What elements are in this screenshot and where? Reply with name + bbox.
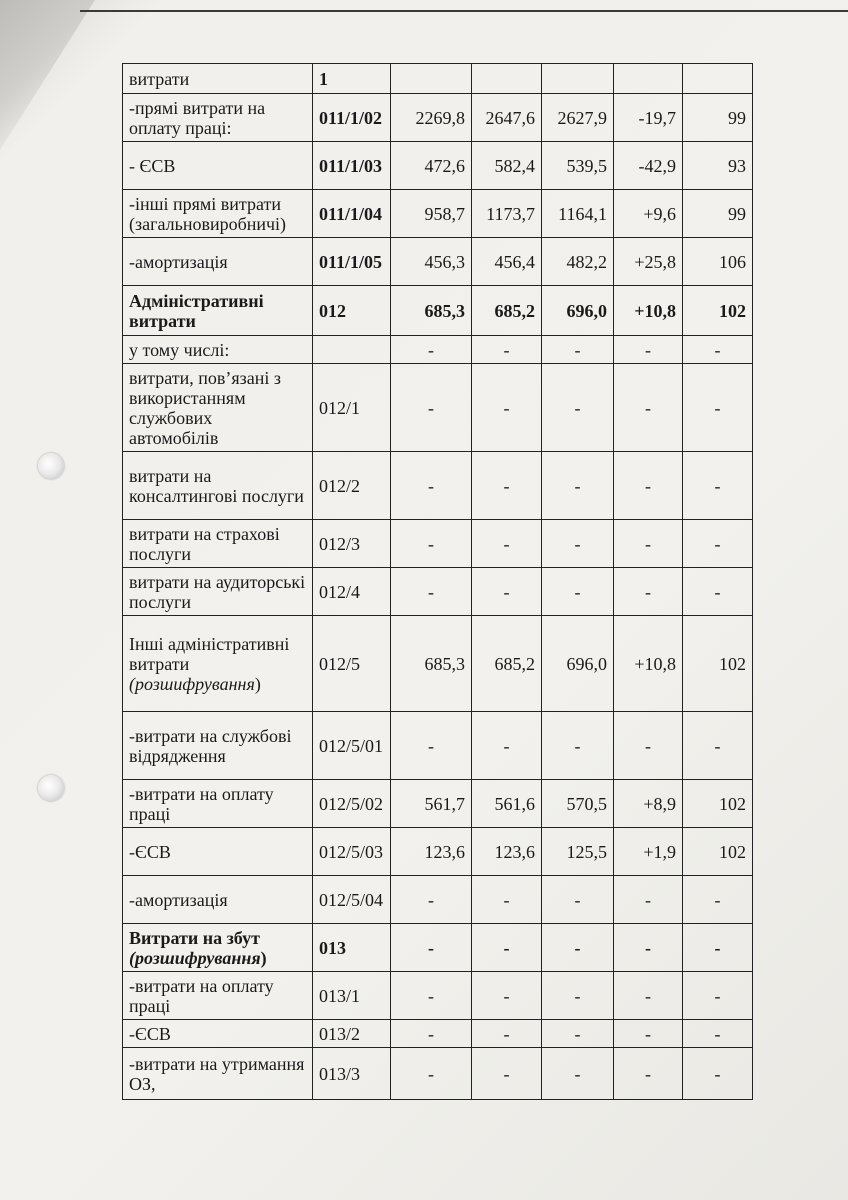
- table-row: [123, 1048, 753, 1100]
- table-row: [123, 364, 753, 452]
- row-code: 012/5/02: [313, 780, 391, 828]
- value-cell: -: [391, 1020, 472, 1048]
- value-cell: +10,8: [614, 616, 683, 712]
- value-cell: -: [391, 336, 472, 364]
- value-cell: 2647,6: [472, 94, 542, 142]
- value-cell: -: [472, 364, 542, 452]
- row-name: витрати: [129, 68, 190, 89]
- row-name-cell: [123, 780, 313, 828]
- value-cell: 958,7: [391, 190, 472, 238]
- row-name-cell: [123, 94, 313, 142]
- row-name: -прямі витрати на оплату праці:: [129, 97, 266, 138]
- value-cell: 696,0: [542, 616, 614, 712]
- value-cell: 102: [683, 286, 753, 336]
- value-cell: -: [542, 568, 614, 616]
- table-row: [123, 94, 753, 142]
- table-row: [123, 828, 753, 876]
- row-name-cell: [123, 64, 313, 94]
- value-cell: -: [472, 520, 542, 568]
- value-cell: -: [614, 336, 683, 364]
- value-cell: [542, 64, 614, 94]
- row-code: 013/3: [313, 1048, 391, 1100]
- value-cell: -: [542, 452, 614, 520]
- row-name: Адміністративні витрати: [129, 290, 264, 331]
- value-cell: -: [542, 876, 614, 924]
- value-cell: -42,9: [614, 142, 683, 190]
- row-name-cell: [123, 1020, 313, 1048]
- row-code: 012/4: [313, 568, 391, 616]
- value-cell: -: [683, 1048, 753, 1100]
- value-cell: 123,6: [472, 828, 542, 876]
- value-cell: -: [472, 972, 542, 1020]
- value-cell: -: [472, 568, 542, 616]
- value-cell: -: [542, 1048, 614, 1100]
- value-cell: [614, 64, 683, 94]
- row-name: -інші прямі витрати (загальновиробничі): [129, 193, 287, 234]
- row-code: 012/5/03: [313, 828, 391, 876]
- table-row: [123, 238, 753, 286]
- row-name-cell: [123, 828, 313, 876]
- row-code: 1: [313, 64, 391, 94]
- value-cell: -: [391, 972, 472, 1020]
- value-cell: -: [542, 1020, 614, 1048]
- value-cell: 561,6: [472, 780, 542, 828]
- value-cell: -: [542, 972, 614, 1020]
- row-name-cell: [123, 286, 313, 336]
- value-cell: -: [683, 712, 753, 780]
- value-cell: 102: [683, 780, 753, 828]
- value-cell: 125,5: [542, 828, 614, 876]
- value-cell: -: [542, 364, 614, 452]
- row-name-cell: [123, 452, 313, 520]
- value-cell: -: [472, 452, 542, 520]
- row-name: витрати на консалтингові послуги: [129, 465, 304, 506]
- value-cell: -: [614, 712, 683, 780]
- value-cell: 482,2: [542, 238, 614, 286]
- value-cell: -: [391, 1048, 472, 1100]
- value-cell: 2627,9: [542, 94, 614, 142]
- value-cell: -: [542, 712, 614, 780]
- row-code: 013: [313, 924, 391, 972]
- value-cell: -: [542, 924, 614, 972]
- value-cell: -: [683, 924, 753, 972]
- row-code: 011/1/05: [313, 238, 391, 286]
- value-cell: -: [472, 336, 542, 364]
- expenses-table-body: [123, 64, 753, 1100]
- value-cell: -: [614, 924, 683, 972]
- row-name-cell: [123, 712, 313, 780]
- table-row: [123, 924, 753, 972]
- row-name-tail: ): [260, 947, 267, 968]
- value-cell: +25,8: [614, 238, 683, 286]
- value-cell: -: [472, 924, 542, 972]
- row-name: - ЄСВ: [129, 155, 176, 176]
- row-name-cell: [123, 1048, 313, 1100]
- row-code: 012/1: [313, 364, 391, 452]
- row-code: 011/1/03: [313, 142, 391, 190]
- value-cell: 1173,7: [472, 190, 542, 238]
- value-cell: +10,8: [614, 286, 683, 336]
- value-cell: -: [614, 568, 683, 616]
- table-row: [123, 142, 753, 190]
- value-cell: 102: [683, 616, 753, 712]
- row-name-tail: ): [254, 673, 261, 694]
- value-cell: -: [614, 1020, 683, 1048]
- value-cell: -: [683, 1020, 753, 1048]
- value-cell: +1,9: [614, 828, 683, 876]
- row-name: -витрати на утримання ОЗ,: [129, 1053, 305, 1094]
- row-name-cell: [123, 876, 313, 924]
- value-cell: 472,6: [391, 142, 472, 190]
- value-cell: -: [683, 336, 753, 364]
- table-row: [123, 568, 753, 616]
- row-name: витрати на аудиторські послуги: [129, 571, 306, 612]
- value-cell: 696,0: [542, 286, 614, 336]
- value-cell: -: [472, 1048, 542, 1100]
- table-row: [123, 336, 753, 364]
- value-cell: 685,3: [391, 616, 472, 712]
- row-name-cell: [123, 336, 313, 364]
- value-cell: 456,4: [472, 238, 542, 286]
- table-row: [123, 1020, 753, 1048]
- value-cell: 539,5: [542, 142, 614, 190]
- value-cell: [391, 64, 472, 94]
- row-name: -витрати на службові відрядження: [129, 725, 292, 766]
- row-name: -ЄСВ: [129, 1023, 171, 1044]
- value-cell: -: [391, 452, 472, 520]
- value-cell: 102: [683, 828, 753, 876]
- table-row: [123, 452, 753, 520]
- table-row: [123, 616, 753, 712]
- value-cell: 1164,1: [542, 190, 614, 238]
- row-name: -витрати на оплату праці: [129, 783, 274, 824]
- value-cell: 685,2: [472, 616, 542, 712]
- value-cell: -: [542, 520, 614, 568]
- value-cell: -: [683, 364, 753, 452]
- value-cell: [683, 64, 753, 94]
- row-name-italic: (розшифрування: [129, 947, 261, 968]
- row-name-cell: [123, 924, 313, 972]
- value-cell: [472, 64, 542, 94]
- table-row: [123, 286, 753, 336]
- row-name: Інші адміністративні витрати: [129, 633, 290, 674]
- row-name-cell: [123, 142, 313, 190]
- value-cell: 685,2: [472, 286, 542, 336]
- value-cell: 582,4: [472, 142, 542, 190]
- table-row: [123, 972, 753, 1020]
- value-cell: 93: [683, 142, 753, 190]
- value-cell: -: [683, 452, 753, 520]
- value-cell: 123,6: [391, 828, 472, 876]
- row-code: 012/5/01: [313, 712, 391, 780]
- row-name-cell: [123, 568, 313, 616]
- value-cell: 456,3: [391, 238, 472, 286]
- row-code: 012/5/04: [313, 876, 391, 924]
- row-name: -амортизація: [129, 889, 228, 910]
- row-code: 011/1/04: [313, 190, 391, 238]
- row-name-cell: [123, 190, 313, 238]
- row-name-cell: [123, 520, 313, 568]
- value-cell: -: [683, 568, 753, 616]
- row-code: 012/5: [313, 616, 391, 712]
- value-cell: -: [614, 452, 683, 520]
- value-cell: -: [472, 876, 542, 924]
- punch-hole-icon: [38, 775, 64, 801]
- table-row: [123, 780, 753, 828]
- value-cell: -: [683, 876, 753, 924]
- value-cell: 99: [683, 94, 753, 142]
- value-cell: 570,5: [542, 780, 614, 828]
- punch-hole-icon: [38, 453, 64, 479]
- table-row: [123, 520, 753, 568]
- row-code: 013/2: [313, 1020, 391, 1048]
- value-cell: -: [472, 712, 542, 780]
- value-cell: -: [391, 924, 472, 972]
- row-name: -витрати на оплату праці: [129, 975, 274, 1016]
- value-cell: 99: [683, 190, 753, 238]
- table-row: [123, 190, 753, 238]
- value-cell: -: [391, 568, 472, 616]
- row-code: 012: [313, 286, 391, 336]
- value-cell: -: [614, 364, 683, 452]
- value-cell: -: [683, 972, 753, 1020]
- table-row: [123, 712, 753, 780]
- row-code: 012/2: [313, 452, 391, 520]
- table-row: [123, 876, 753, 924]
- value-cell: -: [614, 972, 683, 1020]
- row-code: 012/3: [313, 520, 391, 568]
- row-name-italic: (розшифрування: [129, 673, 255, 694]
- value-cell: 561,7: [391, 780, 472, 828]
- value-cell: -: [391, 520, 472, 568]
- value-cell: -19,7: [614, 94, 683, 142]
- value-cell: -: [391, 364, 472, 452]
- row-name: витрати на страхові послуги: [129, 523, 280, 564]
- row-name-cell: [123, 972, 313, 1020]
- row-name: Витрати на збут: [129, 927, 260, 948]
- row-code: 011/1/02: [313, 94, 391, 142]
- value-cell: -: [542, 336, 614, 364]
- row-name: -ЄСВ: [129, 841, 171, 862]
- page-edge-line: [80, 10, 848, 12]
- value-cell: 685,3: [391, 286, 472, 336]
- value-cell: 2269,8: [391, 94, 472, 142]
- row-name-cell: [123, 616, 313, 712]
- value-cell: -: [614, 520, 683, 568]
- row-name-cell: [123, 238, 313, 286]
- expenses-table: [122, 63, 753, 1100]
- row-name: -амортизація: [129, 251, 228, 272]
- value-cell: 106: [683, 238, 753, 286]
- value-cell: -: [472, 1020, 542, 1048]
- value-cell: -: [391, 876, 472, 924]
- value-cell: +8,9: [614, 780, 683, 828]
- value-cell: -: [683, 520, 753, 568]
- value-cell: -: [614, 876, 683, 924]
- row-code: [313, 336, 391, 364]
- value-cell: +9,6: [614, 190, 683, 238]
- row-code: 013/1: [313, 972, 391, 1020]
- value-cell: -: [391, 712, 472, 780]
- row-name-cell: [123, 364, 313, 452]
- row-name: витрати, пов’язані з використанням службових автомобілів: [129, 367, 281, 448]
- value-cell: -: [614, 1048, 683, 1100]
- row-name: у тому числі:: [129, 339, 230, 360]
- table-row: [123, 64, 753, 94]
